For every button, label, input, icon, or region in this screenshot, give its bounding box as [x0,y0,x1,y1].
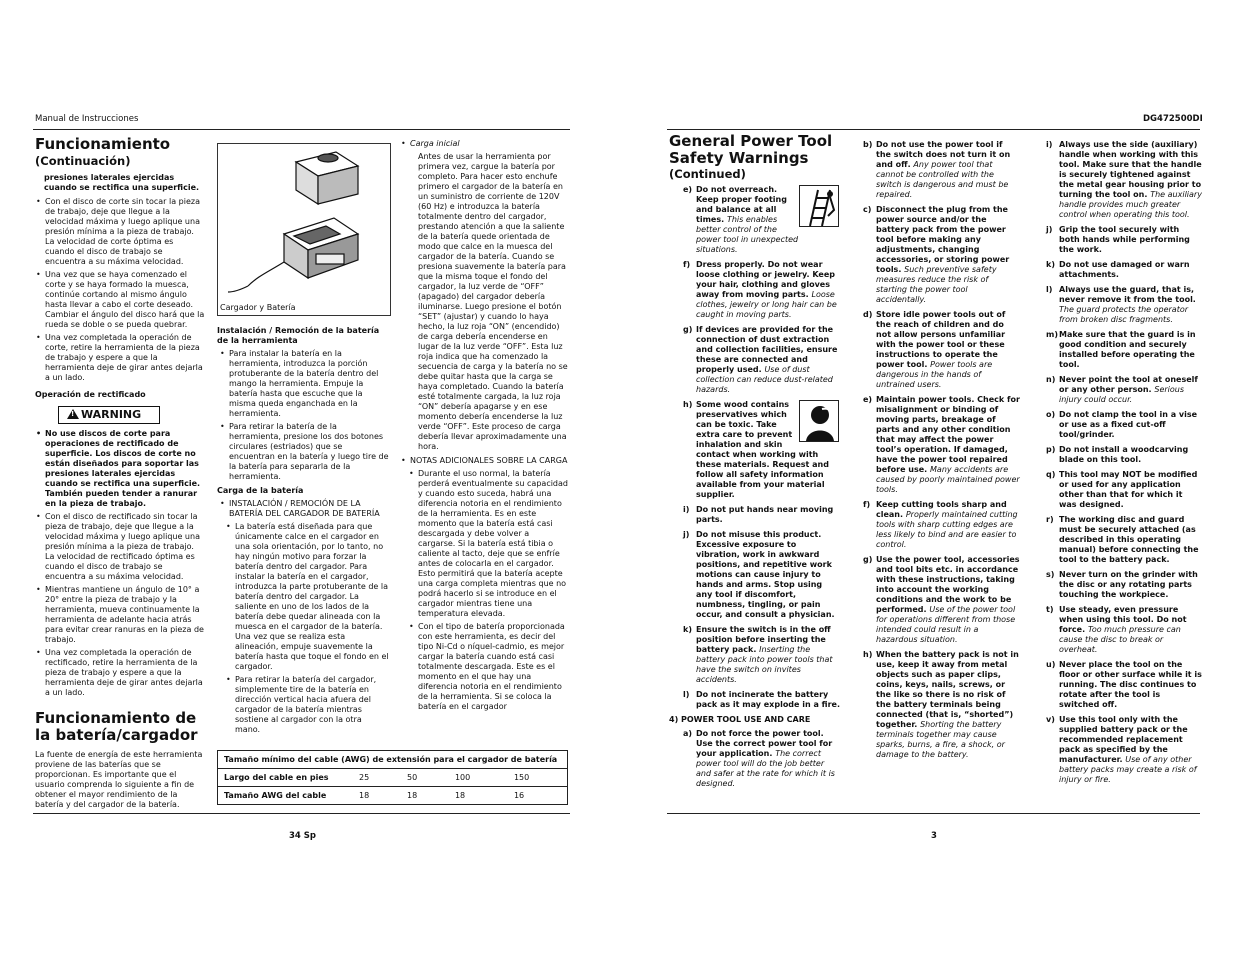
list-item: • INSTALACIÓN / REMOCIÓN DE LA BATERÍA DEL CARGADOR DE BATERÍA [219,499,389,519]
item-letter: j) [683,530,690,540]
figure-caption: Cargador y Batería [220,303,296,312]
item-bold-text: Always use the guard, that is, never remove it from the tool. [1059,285,1196,304]
initial-charge-text: Antes de usar la herramienta por primera vez, cargue la batería por completo. Para hacer esto enchufe primero el cargador de la batería en un suministro de corriente de 120V (60 Hz) e introduzca la batería totalmente dentro del cargador, prestando atención a que la saliente de la batería quede orientada de modo que calce en la muesca del cargador de la batería. Cuando se presiona suavemente la batería para que la misma toque el fondo del cargador, la luz verde de “OFF” (apagado) del cargador debería iluminarse. Luego presione el botón “SET” (ajustar) y cuando lo haya hecho, la luz roja “ON” (encendido) de carga debería encenderse en lugar de la luz verde “OFF”. Esta luz roja indica que ha comenzado la secuencia de carga y la batería no se debe quitar hasta que la carga se haya completado. Cuando la batería esté totalmente cargada, la luz roja “ON” debería apagarse y en ese momento debería encenderse la luz verde “OFF”. Este proceso de carga debería llevar aproximadamente una hora. [418,152,568,451]
right-col3 [1046,140,1202,790]
list-item: • Una vez que se haya comenzado el corte y se haya formado la muesca, continúe cortando al mismo ángulo hasta llevar a cabo el corte deseado. Cambiar el ángulo del disco hará que la rueda se doble o se pueda quebrar. [35,270,205,330]
safety-subtitle: (Continued) [669,167,746,181]
item-italic-text: Use of dust collection can reduce dust-related hazards. [696,365,833,395]
safety-item [683,690,841,710]
item-letter: h) [683,400,693,410]
table-row [218,787,567,805]
item-italic-text: Many accidents are caused by poorly maintained power tools. [876,465,1020,494]
safety-item [683,530,841,620]
safety-item [1046,285,1202,325]
item-italic-text: Any power tool that cannot be controlled with the switch is dangerous and must be repaired. [876,160,1009,199]
item-bold-text: The working disc and guard must be securely attached (as described in this operating manual) before connecting the tool to the battery pack. [1059,515,1199,564]
item-letter: r) [1046,515,1054,524]
initial-charge-list [400,139,568,149]
awg-table [217,750,568,805]
item-bold-text: Grip the tool securely with both hands while performing the work. [1059,225,1190,254]
notes-list [400,456,568,466]
right-page-number: 3 [931,831,937,841]
item-italic-text: Such preventive safety measures reduce the risk of starting the power tool accidentally. [876,265,997,304]
item-bold-text: Never place the tool on the floor or other surface while it is running. The disc continues to rotate after the tool is switched off. [1059,660,1202,709]
charger-battery-illustration [218,144,390,294]
ladder-warning-icon [799,185,839,227]
safety-item [1046,515,1202,565]
safety-item [1046,375,1202,405]
right-page-header: DG472500DI [1143,114,1203,124]
right-col1 [669,133,841,794]
charge-list [219,499,389,519]
item-italic-text: The guard protects the operator from broken disc fragments. [1059,305,1189,324]
item-bold-text: Always use the side (auxiliary) handle when working with this tool. Make sure that the handle is securely tightened against the metal gear housing prior to turning the tool on. [1059,140,1202,199]
item-letter: v) [1046,715,1055,724]
item-letter: s) [1046,570,1055,579]
table-cell: 25 [353,769,401,787]
table-cell: 50 [401,769,449,787]
left-footer-rule [33,813,570,814]
item-italic-text: This enables better control of the power tool in unexpected situations. [696,215,799,255]
battery-section-title: Funcionamiento de la batería/cargador [35,709,198,744]
item-italic-text: Power tools are dangerous in the hands of untrained users. [876,360,993,389]
item-letter: q) [1046,470,1056,479]
section-title: Funcionamiento [35,135,171,153]
install-subhead: Instalación / Remoción de la batería de la herramienta [217,326,380,345]
item-letter: u) [1046,660,1056,669]
list-item: • Con el disco de corte sin tocar la pieza de trabajo, deje que llegue a la velocidad máxima y luego aplique una presión mínima a la pieza de trabajo. La velocidad de corte óptima es cuando el disco de trabajo se encuentra a su máxima velocidad. [35,197,205,267]
item-letter: h) [863,650,873,659]
item-italic-text: The auxiliary handle provides much greater control when operating this tool. [1059,190,1202,219]
item-bold-text: Maintain power tools. Check for misalignment or binding of moving parts, breakage of parts and any other condition that may affect the power tool’s operation. If damaged, have the power tool repaired before use. [876,395,1020,474]
item-bold-text: Dress properly. Do not wear loose clothing or jewelry. Keep your hair, clothing and gloves away from moving parts. [696,260,835,300]
list-item: • Durante el uso normal, la batería perderá eventualmente su capacidad y cuando esto suceda, habrá una diferencia notoria en el rendimiento de la herramienta. Es en este momento que la batería está casi descargada y debe volver a cargarse. Si la batería está tibia o caliente al tacto, deje que se enfríe antes de colocarla en el cargador. Esto permitirá que la batería acepte una carga completa mientras que no podrá hacerlo si se introduce en el cargador mientras tiene una temperatura elevada. [400,469,568,619]
item-letter: c) [863,205,872,214]
list-item: • Una vez completada la operación de corte, retire la herramienta de la pieza de trabajo y espere a que la herramienta deje de girar antes dejarla a un lado. [35,333,205,383]
install-list [219,349,389,482]
respirator-warning-icon [799,400,839,442]
safety-item [1046,260,1202,280]
item-letter: g) [863,555,873,564]
list-item: • Con el disco de rectificado sin tocar la pieza de trabajo, deje que llegue a la velocidad máxima y luego aplique una presión mínima a la pieza de trabajo. La velocidad de rectificado óptima es cuando el disco de trabajo se encuentra a su máxima velocidad. [35,512,205,582]
item-bold-text: Never point the tool at oneself or any other person. [1059,375,1198,394]
safety-item [683,325,841,395]
item-letter: e) [863,395,873,404]
left-page-number: 34 Sp [289,831,316,841]
safety-item [1046,410,1202,440]
item-letter: g) [683,325,693,335]
left-header-rule [33,129,570,130]
list-item: • Para retirar la batería del cargador, simplemente tire de la batería en dirección vertical hacia afuera del cargador de la batería mientras sostiene al cargador con la otra mano. [217,675,389,735]
item-italic-text: Too much pressure can cause the disc to break or overheat. [1059,625,1181,654]
safety-item [683,400,841,500]
item-letter: i) [1046,140,1053,149]
table-cell: 18 [454,791,466,800]
list-item: • No use discos de corte para operaciones de rectificado de superficie. Los discos de corte no están diseñados para soportar las presiones laterales ejercidas cuando se rectifica una superficie. También pueden tender a ranurar en la pieza de trabajo. [35,429,205,509]
charge-sublist [217,522,389,735]
table-row [218,769,567,787]
item-bold-text: Do not clamp the tool in a vise or use as a fixed cut-off tool/grinder. [1059,410,1198,439]
safety-item [1046,715,1202,785]
safety-item [683,505,841,525]
section-subtitle: (Continuación) [35,153,131,168]
section-4-heading: 4) POWER TOOL USE AND CARE [669,715,811,725]
table-cell: Largo del cable en pies [218,769,353,787]
item-italic-text: Inserting the battery pack into power tools that have the switch on invites accidents. [696,645,833,685]
safety-title-line1: General Power Tool [669,132,833,150]
table-cell: 18 [406,791,418,800]
intro-text: presiones laterales ejercidas cuando se rectifica una superficie. [44,172,200,192]
safety-item [863,395,1020,495]
safety-item [1046,605,1202,655]
item-letter: m) [1046,330,1058,339]
item-italic-text: Loose clothes, jewelry or long hair can be caught in moving parts. [696,290,837,320]
safety-item [1046,330,1202,370]
item-italic-text: Shorting the battery terminals together may cause sparks, burns, a fire, a shock, or damage to the battery. [876,720,1005,759]
safety-item [863,310,1020,390]
safety-title-line2: Safety Warnings [669,148,809,167]
cutting-list [35,197,205,383]
item-italic-text: Use of any other battery packs may create a risk of injury or fire. [1059,755,1197,784]
safety-item [1046,570,1202,600]
awg-table-title: Tamaño mínimo del cable (AWG) de extensión para el cargador de batería [218,751,567,769]
item-letter: i) [683,505,690,515]
warning-triangle-icon [67,409,79,419]
safety-item [1046,445,1202,465]
item-bold-text: Use steady, even pressure when using this tool. Do not force. [1059,605,1187,634]
item-bold-text: When the battery pack is not in use, keep it away from metal objects such as paper clips, coins, keys, nails, screws, or the like so there is no risk of the battery terminals being connected (that is, “shorted”) together. [876,650,1019,729]
item-bold-text: Do not misuse this product. Excessive exposure to vibration, work in awkward positions, and repetitive work motions can cause injury to hands and arms. Stop using any tool if discomfort, numbness, tingling, or pain occur, and consult a physician. [696,530,835,620]
battery-section-text: La fuente de energía de este herramienta proviene de las baterías que se proporcionan. Es importante que el usuario comprenda lo siguiente a fin de obtener el mayor rendimiento de la batería y del cargador de la batería. [35,749,203,809]
item-bold-text: Never turn on the grinder with the disc or any rotating parts touching the workpiece. [1059,570,1198,599]
item-letter: o) [1046,410,1056,419]
item-letter: k) [1046,260,1055,269]
table-cell: 100 [449,769,508,787]
item-bold-text: Do not install a woodcarving blade on this tool. [1059,445,1189,464]
right-header-rule [667,129,1200,130]
list-item: • Para retirar la batería de la herramienta, presione los dos botones circulares (estriados) que se encuentran en la batería y luego tire de la batería para separarla de la herramienta. [219,422,389,482]
warning-label: WARNING [81,407,142,421]
item-letter: f) [683,260,691,270]
table-cell: Tamaño AWG del cable [224,791,327,800]
notes-sublist [400,469,568,712]
safety-item [863,555,1020,645]
item-italic-text: Properly maintained cutting tools with sharp cutting edges are less likely to bind and are easier to control. [876,510,1018,549]
charge-subhead: Carga de la batería [217,486,304,495]
item-italic-text: Use of the power tool for operations different from those intended could result in a hazardous situation. [876,605,1016,644]
battery-section [35,710,205,810]
safety-list-b [683,729,841,789]
list-item: • Una vez completada la operación de rectificado, retire la herramienta de la pieza de trabajo y espere a que la herramienta deje de girar antes dejarla a un lado. [35,648,205,698]
item-bold-text: Do not force the power tool. Use the correct power tool for your application. [696,729,833,759]
item-bold-text: Keep cutting tools sharp and clean. [876,500,1007,519]
item-italic-text: Serious injury could occur. [1059,385,1185,404]
item-bold-text: Do not incinerate the battery pack as it may explode in a fire. [696,690,840,710]
safety-list-d [1046,140,1202,785]
left-col1 [35,136,205,701]
table-cell: 18 [359,791,370,800]
list-item: • NOTAS ADICIONALES SOBRE LA CARGA [400,456,568,466]
item-bold-text: Store idle power tools out of the reach of children and do not allow persons unfamiliar with the power tool or these instructions to operate the power tool. [876,310,1006,369]
list-item: • Mientras mantiene un ángulo de 10° a 20° entre la pieza de trabajo y la herramienta, mueva continuamente la herramienta de adelante hacia atrás para evitar crear ranuras en la pieza de trabajo. [35,585,205,645]
item-letter: k) [683,625,692,635]
safety-item [1046,470,1202,510]
charger-figure [217,143,391,316]
item-letter: f) [863,500,871,509]
warning-badge [58,406,160,424]
safety-item [683,625,841,685]
table-cell: 16 [513,791,525,800]
item-italic-text: The correct power tool will do the job better and safer at the rate for which it is designed. [696,749,835,789]
left-col2 [217,322,389,738]
item-letter: t) [1046,605,1054,614]
item-letter: b) [863,140,873,149]
safety-list-a [683,185,841,710]
safety-item [863,650,1020,760]
safety-item [683,185,841,255]
item-letter: j) [1046,225,1053,234]
item-bold-text: Do not overreach. Keep proper footing and balance at all times. [696,185,787,225]
item-letter: e) [683,185,693,195]
item-bold-text: Disconnect the plug from the power source and/or the battery pack from the power tool before making any adjustments, changing accessories, or storing power tools. [876,205,1010,274]
item-bold-text: Ensure the switch is in the off position before inserting the battery pack. [696,625,831,655]
warning-list [35,429,205,698]
item-letter: a) [683,729,693,739]
item-bold-text: Do not put hands near moving parts. [696,505,834,525]
item-letter: l) [683,690,690,700]
left-page-header: Manual de Instrucciones [35,114,139,124]
item-bold-text: This tool may NOT be modified or used for any application other than that for which it was designed. [1059,470,1198,509]
safety-item [1046,225,1202,255]
left-col3 [400,139,568,715]
list-item: • Para instalar la batería en la herramienta, introduzca la porción protuberante de la batería dentro del mango la herramienta. Empuje la batería hasta que escuche que la misma queda enganchada en la herramienta. [219,349,389,419]
list-item: • Con el tipo de batería proporcionada con este herramienta, es decir del tipo Ni-Cd o níquel-cadmio, es mejor cargar la batería cuando está casi totalmente descargada. Este es el momento en el que hay una diferencia notoria en el rendimiento de la herramienta. Si se coloca la batería en el cargador [400,622,568,712]
item-letter: l) [1046,285,1053,294]
item-bold-text: If devices are provided for the connection of dust extraction and collection facilities, ensure these are connected and properly used. [696,325,838,375]
item-bold-text: Use this tool only with the supplied battery pack or the recommended replacement pack as specified by the manufacturer. [1059,715,1188,764]
list-item: • La batería está diseñada para que únicamente calce en el cargador en una sola orientación, por lo tanto, no hay ningún motivo para forzar la batería dentro del cargador. Para instalar la batería en el cargador, introduzca la parte protuberante de la batería dentro del cargador. La saliente en uno de los lados de la batería debe quedar alineada con la muesca en el cargador de la batería. Una vez que se realiza esta alineación, empuje suavemente la batería hasta que toque el fondo en el cargador. [217,522,389,672]
item-bold-text: Do not use the power tool if the switch does not turn it on and off. [876,140,1011,169]
item-bold-text: Use the power tool, accessories and tool bits etc. in accordance with these instructions, taking into account the working conditions and the work to be performed. [876,555,1020,614]
safety-item [863,205,1020,305]
item-bold-text: Make sure that the guard is in good condition and securely installed before operating the tool. [1059,330,1196,369]
safety-item [1046,660,1202,710]
item-letter: n) [1046,375,1056,384]
safety-item [863,500,1020,550]
grinding-subhead: Operación de rectificado [35,389,146,399]
item-letter: p) [1046,445,1056,454]
table-cell: 150 [508,769,567,787]
list-item: • Carga inicial [400,139,568,149]
right-footer-rule [667,813,1200,814]
item-letter: d) [863,310,873,319]
safety-item [683,729,841,789]
safety-list-c [863,140,1020,760]
item-bold-text: Some wood contains preservatives which can be toxic. Take extra care to prevent inhalation and skin contact when working with these materials. Request and follow all safety information available from your material supplier. [696,400,829,500]
safety-item [683,260,841,320]
safety-item [863,140,1020,200]
safety-item [1046,140,1202,220]
right-col2 [863,140,1020,765]
item-bold-text: Do not use damaged or warn attachments. [1059,260,1190,279]
